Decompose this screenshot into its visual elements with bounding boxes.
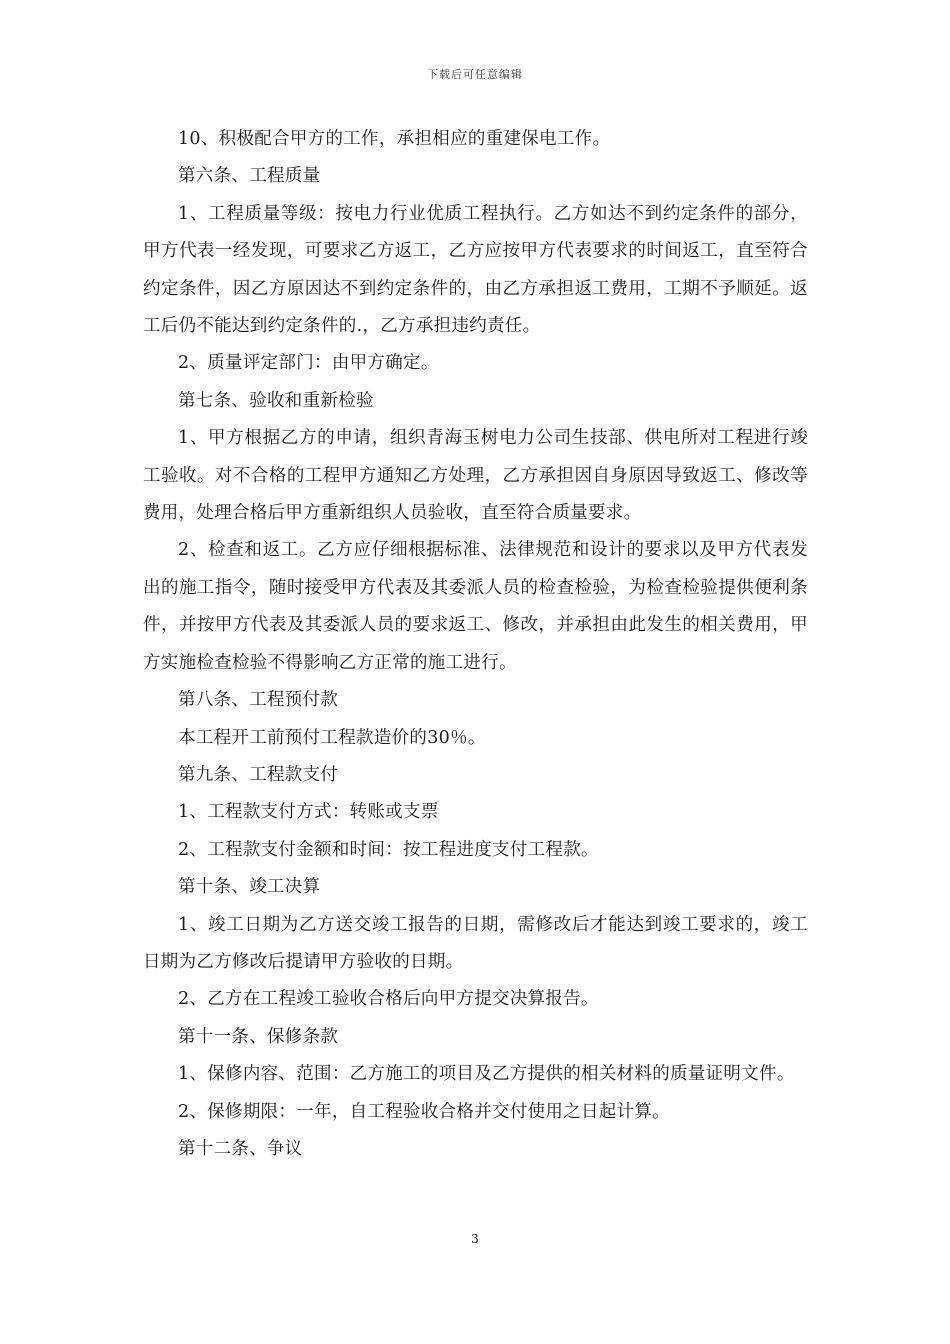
- section-heading: 第七条、验收和重新检验: [178, 390, 374, 411]
- document-body: [143, 121, 808, 1168]
- section-heading: 第九条、工程款支付: [178, 764, 339, 785]
- paragraph: 1、工程款支付方式：转账或支票: [178, 802, 439, 823]
- paragraph: 2、乙方在工程竣工验收合格后向甲方提交决算报告。: [178, 989, 599, 1010]
- page-header: 下载后可任意编辑: [427, 68, 523, 81]
- paragraph: 2、保修期限：一年，自工程验收合格并交付使用之日起计算。: [178, 1101, 671, 1122]
- paragraph: 1、甲方根据乙方的申请，组织青海玉树电力公司生技部、供电所对工程进行竣工验收。对不合格的工程甲方通知乙方处理，乙方承担因自身原因导致返工、修改等费用，处理合格后甲方重新组织人员验收，直至符合质量要求。: [143, 428, 808, 524]
- section-heading: 第十条、竣工决算: [178, 877, 321, 898]
- paragraph: 2、工程款支付金额和时间：按工程进度支付工程款。: [178, 839, 599, 860]
- section-heading: 第八条、工程预付款: [178, 690, 339, 711]
- page-number: 3: [471, 1232, 479, 1246]
- paragraph: 1、工程质量等级：按电力行业优质工程执行。乙方如达不到约定条件的部分，甲方代表一经发现，可要求乙方返工，乙方应按甲方代表要求的时间返工，直至符合约定条件，因乙方原因达不到约定条件的，由乙方承担返工费用，工期不予顺延。返工后仍不能达到约定条件的.，乙方承担违约责任。: [143, 203, 808, 337]
- paragraph: 2、检查和返工。乙方应仔细根据标准、法律规范和设计的要求以及甲方代表发出的施工指令，随时接受甲方代表及其委派人员的检查检验，为检查检验提供便利条件，并按甲方代表及其委派人员的要求返工、修改，并承担由此发生的相关费用，甲方实施检查检验不得影响乙方正常的施工进行。: [143, 540, 808, 673]
- paragraph: 本工程开工前预付工程款造价的30％。: [178, 727, 486, 748]
- section-heading: 第十二条、争议: [178, 1138, 303, 1159]
- paragraph: 2、质量评定部门：由甲方确定。: [178, 353, 439, 374]
- paragraph: 10、积极配合甲方的工作，承担相应的重建保电工作。: [178, 129, 611, 149]
- section-heading: 第六条、工程质量: [178, 166, 321, 187]
- section-heading: 第十一条、保修条款: [178, 1026, 339, 1047]
- paragraph: 1、保修内容、范围：乙方施工的项目及乙方提供的相关材料的质量证明文件。: [178, 1064, 795, 1085]
- paragraph: 1、竣工日期为乙方送交竣工报告的日期，需修改后才能达到竣工要求的，竣工日期为乙方修改后提请甲方验收的日期。: [143, 914, 808, 972]
